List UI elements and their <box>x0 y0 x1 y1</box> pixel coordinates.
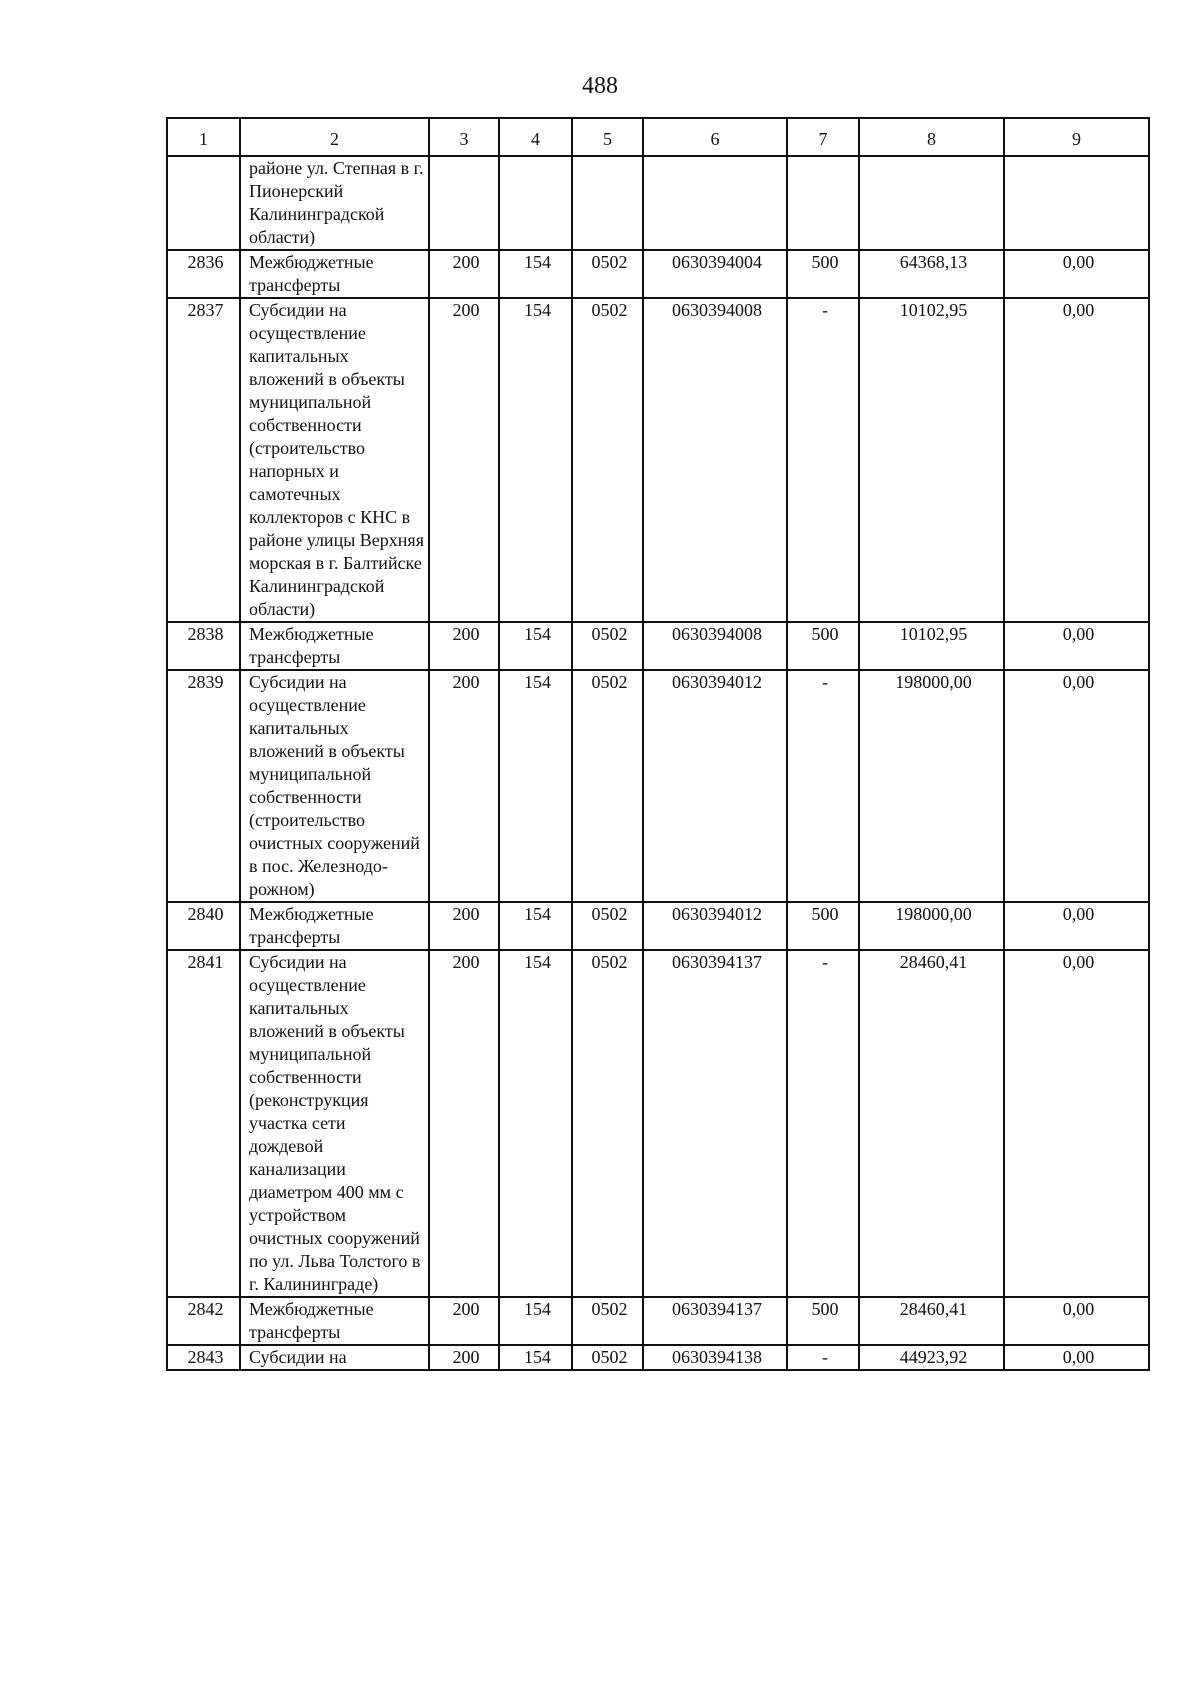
table-row <box>167 670 1149 902</box>
code-cell-7: 500 <box>787 902 859 950</box>
table-row <box>167 902 1149 950</box>
amount-cell-8 <box>859 156 1004 250</box>
code-cell-4: 154 <box>499 250 572 298</box>
amount-cell-9: 0,00 <box>1004 622 1149 670</box>
amount-cell-9: 0,00 <box>1004 1297 1149 1345</box>
item-name-cell: Субсидии на осуществление капитальных вложений в объекты муниципальной собственности (строительство напорных и самотечных коллекторов с КНС в районе улицы Верхняя морская в г. Балтийске Калининградской области) <box>240 298 429 622</box>
code-cell-5 <box>572 156 643 250</box>
row-number-cell <box>167 156 240 250</box>
code-cell-3: 200 <box>429 250 499 298</box>
code-cell-5: 0502 <box>572 670 643 902</box>
code-cell-7 <box>787 156 859 250</box>
code-cell-4: 154 <box>499 902 572 950</box>
code-cell-7: - <box>787 670 859 902</box>
amount-cell-9: 0,00 <box>1004 950 1149 1297</box>
code-cell-4: 154 <box>499 622 572 670</box>
code-cell-3: 200 <box>429 902 499 950</box>
header-row <box>167 118 1149 156</box>
code-cell-7: - <box>787 298 859 622</box>
item-name-cell: Субсидии на осуществление капитальных вложений в объекты муниципальной собственности (строительство очистных сооружений в пос. Железнодо-рожном) <box>240 670 429 902</box>
column-header: 9 <box>1004 118 1149 156</box>
column-header: 3 <box>429 118 499 156</box>
table-row <box>167 622 1149 670</box>
amount-cell-8: 64368,13 <box>859 250 1004 298</box>
code-cell-7: 500 <box>787 1297 859 1345</box>
row-number-cell: 2843 <box>167 1345 240 1370</box>
amount-cell-8: 44923,92 <box>859 1345 1004 1370</box>
table-row <box>167 156 1149 250</box>
code-cell-3: 200 <box>429 1297 499 1345</box>
row-number-cell: 2837 <box>167 298 240 622</box>
item-name-cell: Межбюджетные трансферты <box>240 250 429 298</box>
column-header: 4 <box>499 118 572 156</box>
code-cell-4: 154 <box>499 298 572 622</box>
amount-cell-8: 10102,95 <box>859 298 1004 622</box>
code-cell-4: 154 <box>499 950 572 1297</box>
code-cell-7: - <box>787 950 859 1297</box>
code-cell-6 <box>643 156 787 250</box>
table-row <box>167 298 1149 622</box>
item-name-cell: Субсидии на <box>240 1345 429 1370</box>
code-cell-5: 0502 <box>572 622 643 670</box>
table-row <box>167 250 1149 298</box>
amount-cell-8: 198000,00 <box>859 670 1004 902</box>
code-cell-5: 0502 <box>572 1345 643 1370</box>
code-cell-4 <box>499 156 572 250</box>
code-cell-3: 200 <box>429 950 499 1297</box>
code-cell-6: 0630394137 <box>643 950 787 1297</box>
code-cell-5: 0502 <box>572 902 643 950</box>
code-cell-6: 0630394008 <box>643 298 787 622</box>
column-header: 5 <box>572 118 643 156</box>
amount-cell-8: 28460,41 <box>859 1297 1004 1345</box>
column-header: 8 <box>859 118 1004 156</box>
code-cell-5: 0502 <box>572 950 643 1297</box>
item-name-cell: Межбюджетные трансферты <box>240 622 429 670</box>
amount-cell-8: 198000,00 <box>859 902 1004 950</box>
code-cell-6: 0630394138 <box>643 1345 787 1370</box>
code-cell-6: 0630394012 <box>643 670 787 902</box>
amount-cell-9: 0,00 <box>1004 670 1149 902</box>
table-row <box>167 950 1149 1297</box>
table-row <box>167 1345 1149 1370</box>
code-cell-6: 0630394004 <box>643 250 787 298</box>
row-number-cell: 2841 <box>167 950 240 1297</box>
code-cell-3: 200 <box>429 298 499 622</box>
row-number-cell: 2836 <box>167 250 240 298</box>
code-cell-3: 200 <box>429 1345 499 1370</box>
row-number-cell: 2838 <box>167 622 240 670</box>
code-cell-7: - <box>787 1345 859 1370</box>
column-header: 7 <box>787 118 859 156</box>
code-cell-7: 500 <box>787 250 859 298</box>
code-cell-4: 154 <box>499 1297 572 1345</box>
column-header: 2 <box>240 118 429 156</box>
code-cell-6: 0630394008 <box>643 622 787 670</box>
amount-cell-8: 10102,95 <box>859 622 1004 670</box>
item-name-cell: Межбюджетные трансферты <box>240 1297 429 1345</box>
code-cell-3: 200 <box>429 622 499 670</box>
code-cell-4: 154 <box>499 670 572 902</box>
code-cell-3 <box>429 156 499 250</box>
amount-cell-9: 0,00 <box>1004 1345 1149 1370</box>
code-cell-3: 200 <box>429 670 499 902</box>
code-cell-6: 0630394137 <box>643 1297 787 1345</box>
amount-cell-8: 28460,41 <box>859 950 1004 1297</box>
budget-table <box>166 117 1150 1371</box>
amount-cell-9 <box>1004 156 1149 250</box>
row-number-cell: 2842 <box>167 1297 240 1345</box>
code-cell-6: 0630394012 <box>643 902 787 950</box>
column-header: 6 <box>643 118 787 156</box>
code-cell-7: 500 <box>787 622 859 670</box>
item-name-cell: Субсидии на осуществление капитальных вложений в объекты муниципальной собственности (реконструкция участка сети дождевой канализации диаметром 400 мм с устройством очистных сооружений по ул. Льва Толстого в г. Калининграде) <box>240 950 429 1297</box>
item-name-cell: районе ул. Степная в г. Пионерский Калининградской области) <box>240 156 429 250</box>
amount-cell-9: 0,00 <box>1004 902 1149 950</box>
code-cell-5: 0502 <box>572 298 643 622</box>
row-number-cell: 2839 <box>167 670 240 902</box>
code-cell-4: 154 <box>499 1345 572 1370</box>
table-body <box>167 156 1149 1370</box>
code-cell-5: 0502 <box>572 1297 643 1345</box>
row-number-cell: 2840 <box>167 902 240 950</box>
amount-cell-9: 0,00 <box>1004 298 1149 622</box>
item-name-cell: Межбюджетные трансферты <box>240 902 429 950</box>
column-header: 1 <box>167 118 240 156</box>
page-number: 488 <box>582 73 618 99</box>
table-row <box>167 1297 1149 1345</box>
amount-cell-9: 0,00 <box>1004 250 1149 298</box>
code-cell-5: 0502 <box>572 250 643 298</box>
